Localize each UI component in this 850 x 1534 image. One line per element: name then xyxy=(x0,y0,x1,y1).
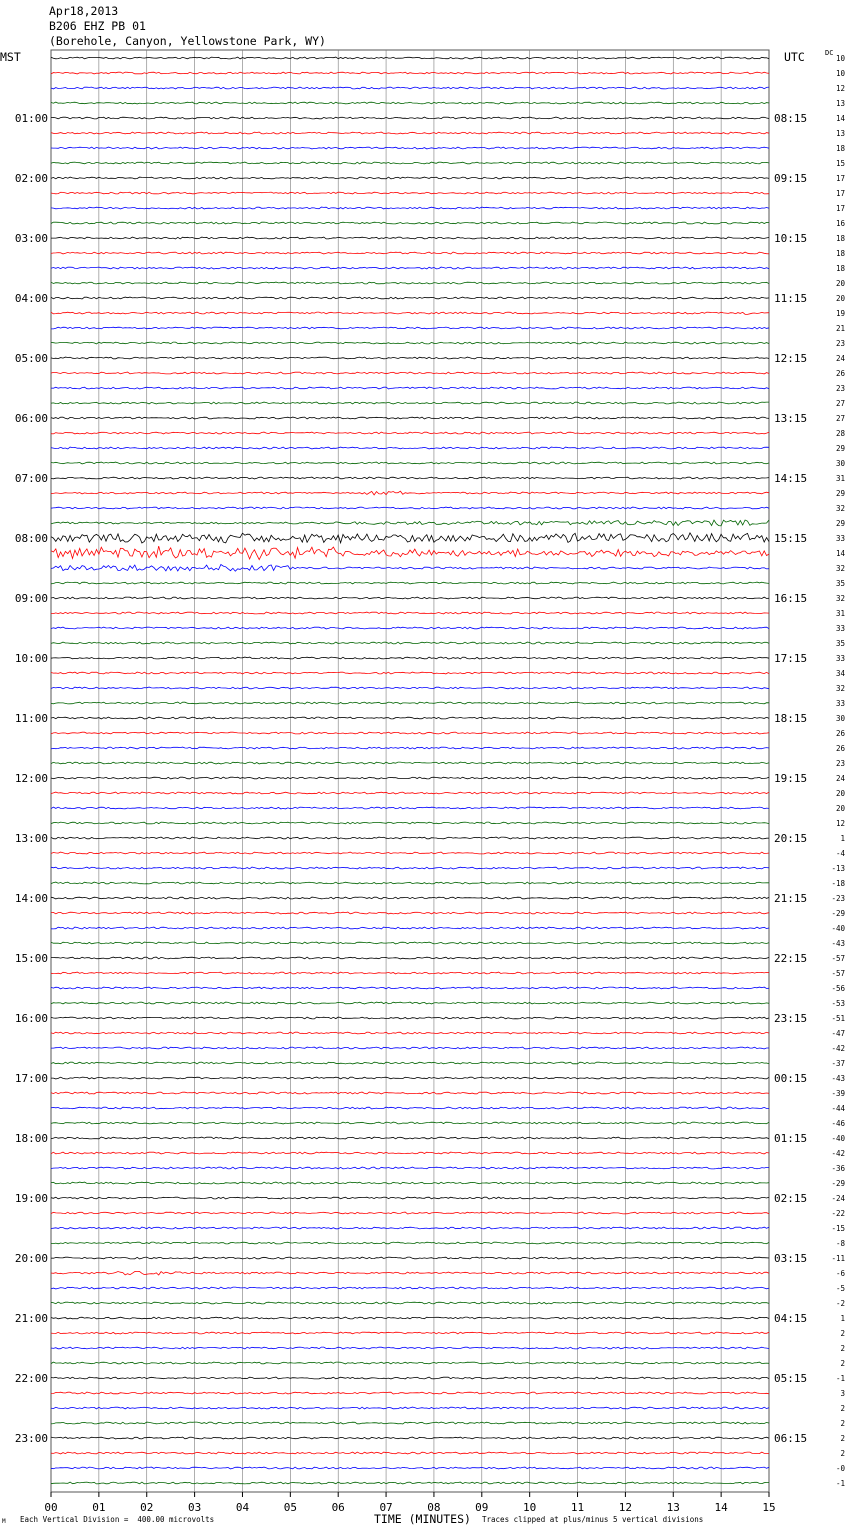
utc-hour-label: 02:15 xyxy=(774,1192,808,1205)
dc-offset-label: 14 xyxy=(835,549,845,558)
dc-offset-label: 29 xyxy=(835,444,845,453)
trace-line xyxy=(51,822,769,824)
utc-hour-label: 23:15 xyxy=(774,1012,808,1025)
dc-offset-label: 10 xyxy=(835,54,845,63)
utc-hour-label: 03:15 xyxy=(774,1252,808,1265)
dc-offset-label: -37 xyxy=(831,1059,845,1068)
trace-line xyxy=(51,207,769,209)
dc-offset-label: 2 xyxy=(840,1434,845,1443)
trace-line xyxy=(51,1347,769,1349)
trace-line xyxy=(51,672,769,674)
mst-hour-label: 16:00 xyxy=(14,1012,48,1025)
trace-line xyxy=(51,1197,769,1199)
trace-line xyxy=(51,1242,769,1244)
x-tick-label: 01 xyxy=(92,1501,106,1514)
trace-line xyxy=(51,642,769,644)
mst-hour-label: 18:00 xyxy=(14,1132,48,1145)
trace-line xyxy=(51,912,769,914)
trace-line xyxy=(51,1332,769,1334)
trace-line xyxy=(51,612,769,614)
dc-offset-label: 2 xyxy=(840,1419,845,1428)
dc-offset-label: -29 xyxy=(831,1179,845,1188)
dc-offset-label: -36 xyxy=(831,1164,845,1173)
trace-line xyxy=(51,237,769,239)
dc-offset-label: -43 xyxy=(831,1074,845,1083)
dc-offset-label: 13 xyxy=(835,99,845,108)
dc-offset-label: 13 xyxy=(835,129,845,138)
trace-line xyxy=(51,102,769,104)
x-tick-label: 09 xyxy=(475,1501,489,1514)
dc-offset-label: 1 xyxy=(840,1314,845,1323)
dc-offset-label: 10 xyxy=(835,69,845,78)
dc-offset-label: 12 xyxy=(835,819,845,828)
trace-line xyxy=(51,1107,769,1109)
trace-line xyxy=(51,1407,769,1409)
grid xyxy=(51,50,769,1497)
trace-line xyxy=(51,657,769,659)
dc-offset-label: 32 xyxy=(835,594,845,603)
trace-line xyxy=(51,972,769,974)
dc-offset-label: -24 xyxy=(831,1194,845,1203)
x-tick-label: 02 xyxy=(140,1501,154,1514)
dc-offset-label: -53 xyxy=(831,999,845,1008)
dc-offset-label: 30 xyxy=(835,459,845,468)
trace-line xyxy=(51,432,769,434)
dc-offset-label: 2 xyxy=(840,1344,845,1353)
dc-offset-label: -42 xyxy=(831,1149,845,1158)
dc-offset-label: 23 xyxy=(835,339,845,348)
dc-offset-label: 29 xyxy=(835,519,845,528)
x-tick-label: 07 xyxy=(379,1501,393,1514)
x-tick-label: 13 xyxy=(666,1501,680,1514)
x-tick-label: 14 xyxy=(714,1501,728,1514)
corner-mark: M xyxy=(2,1518,6,1525)
x-axis-title: TIME (MINUTES) xyxy=(374,1512,471,1526)
mst-hour-label: 19:00 xyxy=(14,1192,48,1205)
dc-offset-label: -0 xyxy=(835,1464,845,1473)
dc-offset-label: -40 xyxy=(831,1134,845,1143)
mst-hour-label: 05:00 xyxy=(14,352,48,365)
mst-hour-label: 08:00 xyxy=(14,532,48,545)
mst-hour-label: 22:00 xyxy=(14,1372,48,1385)
trace-line xyxy=(51,267,769,269)
dc-offset-label: -8 xyxy=(835,1239,845,1248)
trace-line xyxy=(51,1452,769,1454)
utc-hour-label: 09:15 xyxy=(774,172,808,185)
dc-offset-label: 33 xyxy=(835,654,845,663)
dc-offset-label: -15 xyxy=(831,1224,845,1233)
dc-offset-label: -6 xyxy=(835,1269,845,1278)
dc-offset-label: 26 xyxy=(835,729,845,738)
dc-offset-label: -1 xyxy=(835,1374,845,1383)
trace-line xyxy=(51,57,769,59)
utc-hour-label: 11:15 xyxy=(774,292,808,305)
dc-offset-label: -51 xyxy=(831,1014,845,1023)
trace-line xyxy=(51,462,769,464)
mst-hour-label: 10:00 xyxy=(14,652,48,665)
trace-line xyxy=(51,1392,769,1394)
mst-hour-label: 21:00 xyxy=(14,1312,48,1325)
trace-line xyxy=(51,882,769,884)
trace-line xyxy=(51,837,769,839)
dc-offset-label: 2 xyxy=(840,1329,845,1338)
dc-offset-label: -2 xyxy=(835,1299,845,1308)
dc-offset-label: 33 xyxy=(835,699,845,708)
dc-offset-label: 30 xyxy=(835,714,845,723)
trace-line xyxy=(51,1317,769,1319)
utc-hour-label: 18:15 xyxy=(774,712,808,725)
trace-line xyxy=(51,1302,769,1304)
mst-hour-label: 07:00 xyxy=(14,472,48,485)
trace-line xyxy=(51,1002,769,1004)
trace-line xyxy=(51,807,769,809)
dc-offset-label: 31 xyxy=(835,474,845,483)
trace-line xyxy=(51,1137,769,1139)
trace-line xyxy=(51,1212,769,1214)
trace-line xyxy=(51,447,769,449)
dc-offset-label: 31 xyxy=(835,609,845,618)
trace-line xyxy=(51,546,769,560)
utc-hour-label: 19:15 xyxy=(774,772,808,785)
dc-offset-label: -23 xyxy=(831,894,845,903)
mst-hour-label: 13:00 xyxy=(14,832,48,845)
trace-line xyxy=(51,762,769,764)
utc-hour-label: 01:15 xyxy=(774,1132,808,1145)
dc-offset-label: -11 xyxy=(831,1254,845,1263)
dc-offset-label: 14 xyxy=(835,114,845,123)
trace-line xyxy=(51,357,769,359)
mst-hour-label: 23:00 xyxy=(14,1432,48,1445)
x-tick-label: 08 xyxy=(427,1501,441,1514)
dc-offset-label: 20 xyxy=(835,294,845,303)
trace-line xyxy=(51,1227,769,1229)
dc-offset-label: -57 xyxy=(831,969,845,978)
utc-hour-label: 21:15 xyxy=(774,892,808,905)
mst-hour-label: 14:00 xyxy=(14,892,48,905)
dc-offset-label: 35 xyxy=(835,579,845,588)
trace-line xyxy=(51,491,769,495)
dc-offset-label: 29 xyxy=(835,489,845,498)
trace-line xyxy=(51,1467,769,1469)
dc-offset-label: 23 xyxy=(835,759,845,768)
x-tick-label: 12 xyxy=(618,1501,633,1514)
trace-line xyxy=(51,1377,769,1379)
dc-offset-label: 3 xyxy=(840,1389,845,1398)
dc-offset-label: -42 xyxy=(831,1044,845,1053)
dc-offset-label: 2 xyxy=(840,1404,845,1413)
dc-offset-label: 33 xyxy=(835,624,845,633)
trace-line xyxy=(51,717,769,719)
trace-line xyxy=(51,957,769,959)
mst-hour-label: 03:00 xyxy=(14,232,48,245)
trace-line xyxy=(51,222,769,224)
trace-line xyxy=(51,87,769,89)
dc-offset-label: -29 xyxy=(831,909,845,918)
trace-line xyxy=(51,1362,769,1364)
trace-line xyxy=(51,1032,769,1034)
dc-offset-label: 26 xyxy=(835,744,845,753)
trace-line xyxy=(51,507,769,509)
trace-line xyxy=(51,1437,769,1439)
dc-offset-label: -43 xyxy=(831,939,845,948)
utc-hour-label: 22:15 xyxy=(774,952,808,965)
trace-line xyxy=(51,1272,769,1276)
dc-offset-label: 26 xyxy=(835,369,845,378)
trace-line xyxy=(51,132,769,134)
dc-offset-label: 17 xyxy=(835,174,845,183)
trace-line xyxy=(51,1077,769,1079)
dc-offset-label: -1 xyxy=(835,1479,845,1488)
trace-line xyxy=(51,732,769,734)
trace-line xyxy=(51,297,769,299)
plot-frame xyxy=(51,50,769,1492)
utc-hour-label: 00:15 xyxy=(774,1072,808,1085)
trace-line xyxy=(51,627,769,629)
dc-offset-label: -18 xyxy=(831,879,845,888)
trace-line xyxy=(51,252,769,254)
utc-hour-label: 17:15 xyxy=(774,652,808,665)
trace-line xyxy=(51,582,769,584)
dc-axis-label: DC xyxy=(825,49,834,57)
trace-line xyxy=(51,312,769,314)
trace-line xyxy=(51,1047,769,1049)
dc-offset-label: 21 xyxy=(835,324,845,333)
dc-offset-label: 20 xyxy=(835,804,845,813)
x-tick-label: 10 xyxy=(523,1501,537,1514)
dc-offset-label: 33 xyxy=(835,534,845,543)
dc-offset-label: -39 xyxy=(831,1089,845,1098)
trace-line xyxy=(51,777,769,779)
utc-hour-label: 04:15 xyxy=(774,1312,808,1325)
trace-line xyxy=(51,1422,769,1424)
dc-offset-label: 32 xyxy=(835,564,845,573)
mst-hour-label: 01:00 xyxy=(14,112,48,125)
mst-hour-label: 12:00 xyxy=(14,772,48,785)
trace-line xyxy=(51,1062,769,1064)
trace-line xyxy=(51,747,769,749)
dc-offset-label: -4 xyxy=(835,849,845,858)
trace-line xyxy=(51,402,769,404)
dc-offset-label: 16 xyxy=(835,219,845,228)
x-tick-label: 11 xyxy=(570,1501,585,1514)
utc-hour-label: 06:15 xyxy=(774,1432,808,1445)
utc-hour-label: 13:15 xyxy=(774,412,808,425)
trace-line xyxy=(51,597,769,599)
dc-offset-label: -47 xyxy=(831,1029,845,1038)
dc-offset-label: 28 xyxy=(835,429,845,438)
trace-line xyxy=(51,520,769,526)
dc-offset-label: 1 xyxy=(840,834,845,843)
trace-line xyxy=(51,282,769,284)
dc-offset-label: -5 xyxy=(835,1284,845,1293)
utc-hour-label: 16:15 xyxy=(774,592,808,605)
trace-line xyxy=(51,533,769,543)
dc-offset-label: 27 xyxy=(835,399,845,408)
dc-offset-label: -22 xyxy=(831,1209,845,1218)
trace-line xyxy=(51,1482,769,1484)
dc-offset-label: 18 xyxy=(835,249,845,258)
mst-hour-label: 20:00 xyxy=(14,1252,48,1265)
trace-line xyxy=(51,372,769,374)
trace-line xyxy=(51,1092,769,1094)
x-tick-label: 03 xyxy=(187,1501,202,1514)
trace-line xyxy=(51,72,769,74)
utc-hour-label: 12:15 xyxy=(774,352,808,365)
dc-offset-label: 20 xyxy=(835,279,845,288)
trace-line xyxy=(51,1122,769,1124)
dc-offset-label: 34 xyxy=(835,669,845,678)
dc-offset-label: -46 xyxy=(831,1119,845,1128)
x-tick-label: 00 xyxy=(44,1501,58,1514)
trace-line xyxy=(51,1017,769,1019)
dc-offset-label: 18 xyxy=(835,264,845,273)
utc-hour-label: 10:15 xyxy=(774,232,808,245)
mst-hour-label: 06:00 xyxy=(14,412,48,425)
date-label: Apr18,2013 xyxy=(49,4,119,18)
dc-offset-label: 35 xyxy=(835,639,845,648)
utc-hour-label: 15:15 xyxy=(774,532,808,545)
mst-axis-label: MST xyxy=(0,50,21,64)
dc-offset-label: 32 xyxy=(835,684,845,693)
trace-line xyxy=(51,147,769,149)
mst-hour-label: 17:00 xyxy=(14,1072,48,1085)
trace-line xyxy=(51,942,769,944)
trace-line xyxy=(51,117,769,119)
division-note: Each Vertical Division = 400.00 microvolts xyxy=(20,1515,215,1524)
dc-offset-label: -44 xyxy=(831,1104,845,1113)
trace-line xyxy=(51,702,769,704)
clip-note: Traces clipped at plus/minus 5 vertical divisions xyxy=(482,1515,704,1524)
dc-offset-label: 12 xyxy=(835,84,845,93)
dc-offset-label: -56 xyxy=(831,984,845,993)
dc-offset-label: -13 xyxy=(831,864,845,873)
dc-offset-label: 15 xyxy=(835,159,845,168)
dc-offset-label: 24 xyxy=(835,774,845,783)
trace-line xyxy=(51,927,769,929)
x-tick-label: 06 xyxy=(331,1501,345,1514)
trace-line xyxy=(51,1152,769,1154)
dc-offset-label: 27 xyxy=(835,414,845,423)
trace-line xyxy=(51,987,769,989)
x-tick-label: 05 xyxy=(283,1501,297,1514)
trace-line xyxy=(51,867,769,869)
mst-hour-label: 04:00 xyxy=(14,292,48,305)
trace-line xyxy=(51,792,769,794)
dc-offset-label: 18 xyxy=(835,144,845,153)
trace-line xyxy=(51,852,769,854)
dc-offset-label: 17 xyxy=(835,204,845,213)
utc-axis-label: UTC xyxy=(784,50,805,64)
trace-line xyxy=(51,327,769,329)
utc-hour-label: 08:15 xyxy=(774,112,808,125)
trace-line xyxy=(51,162,769,164)
dc-offset-label: 20 xyxy=(835,789,845,798)
trace-line xyxy=(51,192,769,194)
trace-line xyxy=(51,1287,769,1289)
trace-line xyxy=(51,177,769,179)
trace-line xyxy=(51,897,769,899)
trace-line xyxy=(51,1167,769,1169)
trace-line xyxy=(51,477,769,479)
trace-line xyxy=(51,687,769,689)
dc-offset-label: -40 xyxy=(831,924,845,933)
station-label: B206 EHZ PB 01 xyxy=(49,19,146,33)
mst-hour-label: 11:00 xyxy=(14,712,48,725)
trace-line xyxy=(51,417,769,419)
mst-hour-label: 09:00 xyxy=(14,592,48,605)
trace-line xyxy=(51,1257,769,1259)
x-tick-label: 15 xyxy=(762,1501,776,1514)
dc-offset-label: -57 xyxy=(831,954,845,963)
traces xyxy=(51,57,769,1484)
dc-offset-label: 24 xyxy=(835,354,845,363)
trace-line xyxy=(51,387,769,389)
mst-hour-label: 02:00 xyxy=(14,172,48,185)
trace-line xyxy=(51,1182,769,1184)
dc-offset-label: 2 xyxy=(840,1449,845,1458)
x-tick-label: 04 xyxy=(235,1501,250,1514)
location-label: (Borehole, Canyon, Yellowstone Park, WY) xyxy=(49,34,326,48)
dc-offset-label: 19 xyxy=(835,309,845,318)
trace-line xyxy=(51,342,769,344)
dc-offset-label: 17 xyxy=(835,189,845,198)
dc-offset-label: 2 xyxy=(840,1359,845,1368)
utc-hour-label: 20:15 xyxy=(774,832,808,845)
trace-line xyxy=(51,565,769,572)
dc-offset-label: 18 xyxy=(835,234,845,243)
utc-hour-label: 14:15 xyxy=(774,472,808,485)
dc-offset-label: 23 xyxy=(835,384,845,393)
utc-hour-label: 05:15 xyxy=(774,1372,808,1385)
mst-hour-label: 15:00 xyxy=(14,952,48,965)
dc-offset-label: 32 xyxy=(835,504,845,513)
